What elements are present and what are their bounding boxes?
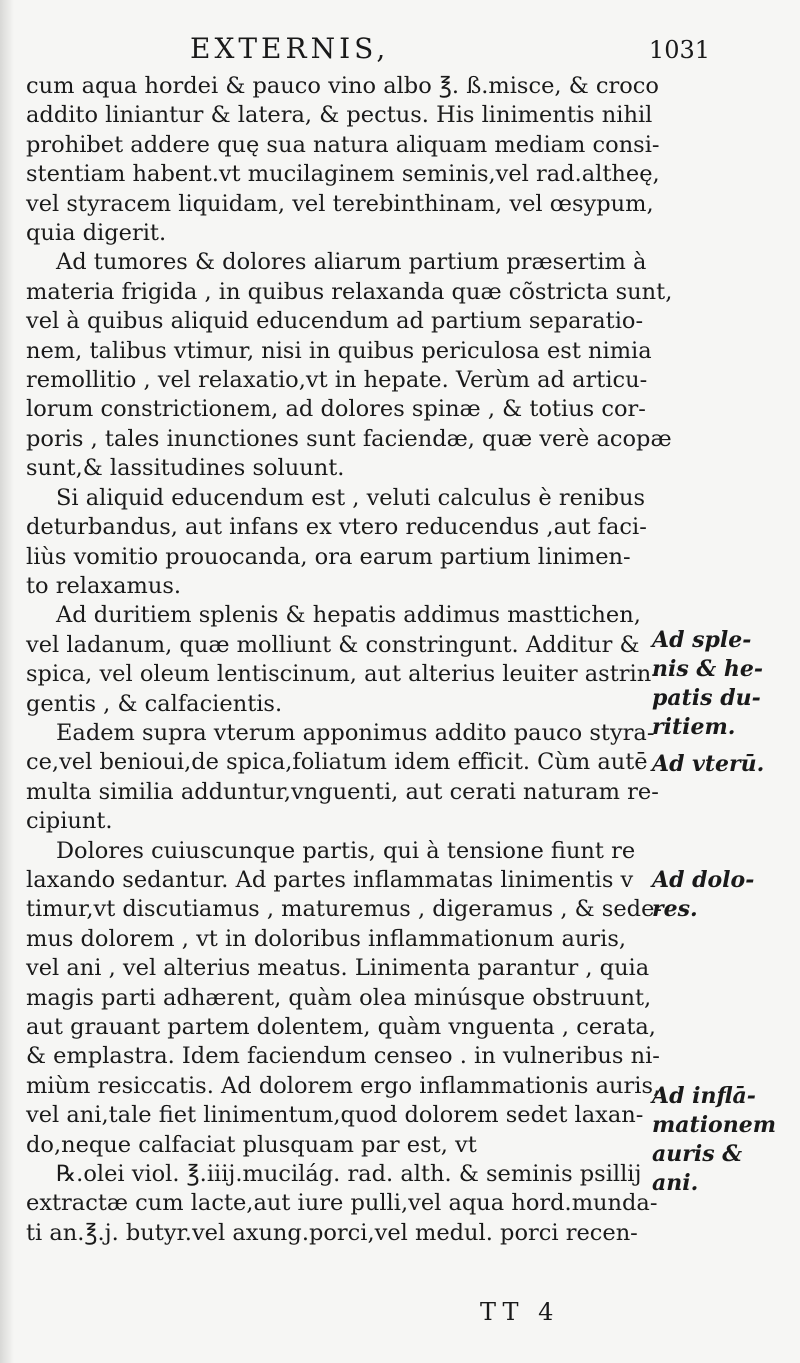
margin-note-line: Ad dolo- (652, 867, 755, 893)
text-line: remollitio , vel relaxatio,vt in hepate. Verùm ad articu- (26, 367, 648, 394)
gutter-shadow (0, 0, 14, 1363)
margin-note-line: mationem (652, 1112, 776, 1138)
page-number: 1031 (648, 36, 710, 64)
text-line: cipiunt. (26, 808, 113, 835)
margin-note-line: auris & (652, 1141, 743, 1167)
text-line: miùm resiccatis. Ad dolorem ergo inflammationis auris, (26, 1072, 661, 1099)
paragraph (26, 72, 660, 248)
main-text (26, 72, 673, 1248)
paragraph (26, 719, 659, 837)
paragraph (26, 601, 659, 719)
text-line: vel ani , vel alterius meatus. Linimenta parantur , quia (26, 955, 650, 982)
text-line: mus dolorem , vt in doloribus inflammationum auris, (26, 925, 627, 952)
text-line: Ad tumores & dolores aliarum partium præsertim à (56, 249, 647, 276)
margin-note-line: Ad vterū. (652, 751, 765, 777)
margin-note-line: res. (652, 896, 698, 922)
text-line: Ad duritiem splenis & hepatis addimus masttichen, (56, 602, 641, 629)
margin-note-line: patis du- (652, 685, 761, 711)
text-line: to relaxamus. (26, 572, 182, 599)
text-line: poris , tales inunctiones sunt faciendæ, quæ verè acopæ (26, 425, 672, 452)
text-line: vel à quibus aliquid educendum ad partium separatio- (26, 308, 644, 335)
text-line: timur,vt discutiamus , maturemus , digeramus , & sede- (26, 896, 662, 923)
paragraph (26, 1160, 658, 1248)
margin-note-line: Ad inflā- (652, 1083, 756, 1109)
text-line: Eadem supra vterum apponimus addito pauco styra- (56, 719, 655, 746)
text-line: Si aliquid educendum est , veluti calculus è renibus (56, 484, 646, 511)
text-line: vel ladanum, quæ molliunt & constringunt. Additur & (26, 631, 640, 658)
text-line: deturbandus, aut infans ex vtero reducendus ,aut faci- (26, 514, 647, 541)
text-line: laxando sedantur. Ad partes inflammatas linimentis v (26, 866, 634, 893)
text-line: liùs vomitio prouocanda, ora earum partium linimen- (26, 543, 631, 570)
text-line: nem, talibus vtimur, nisi in quibus periculosa est nimia (26, 337, 652, 364)
margin-note-pain (652, 866, 792, 924)
running-head: EXTERNIS, (190, 32, 390, 65)
text-line: ce,vel benioui,de spica,foliatum idem efficit. Cùm autē (26, 749, 648, 776)
text-line: lorum constrictionem, ad dolores spinæ , & totius cor- (26, 396, 646, 423)
text-line: addito liniantur & latera, & pectus. His linimentis nihil (26, 102, 653, 129)
text-line: quia digerit. (26, 220, 167, 247)
page-header (40, 30, 760, 70)
margin-note-line: Ad sple- (652, 627, 752, 653)
text-line: multa similia adduntur,vnguenti, aut cerati naturam re- (26, 778, 659, 805)
text-line: gentis , & calfacientis. (26, 690, 283, 717)
text-line: vel ani,tale fiet linimentum,quod dolorem sedet laxan- (26, 1102, 644, 1129)
paragraph (26, 248, 673, 483)
margin-note-line: nis & he- (652, 656, 764, 682)
margin-note-inflammation (652, 1082, 792, 1198)
text-line: spica, vel oleum lentiscinum, aut alterius leuiter astrin- (26, 661, 659, 688)
text-line: stentiam habent.vt mucilaginem seminis,vel rad.altheę, (26, 161, 660, 188)
margin-note-line: ani. (652, 1170, 699, 1196)
margin-note-line: ritiem. (652, 714, 736, 740)
text-line: Dolores cuiuscunque partis, qui à tensione fiunt re (56, 837, 636, 864)
text-line: do,neque calfaciat plusquam par est, vt (26, 1131, 477, 1158)
text-line: & emplastra. Idem faciendum censeo . in vulneribus ni- (26, 1043, 660, 1070)
text-line: extractæ cum lacte,aut iure pulli,vel aqua hord.munda- (26, 1190, 658, 1217)
margin-note-uterus (652, 750, 792, 779)
text-line: sunt,& lassitudines soluunt. (26, 455, 345, 482)
paragraph (26, 484, 646, 602)
text-line: aut grauant partem dolentem, quàm vnguenta , cerata, (26, 1014, 656, 1040)
text-line: vel styracem liquidam, vel terebinthinam, vel œsypum, (26, 190, 654, 217)
paragraph (26, 837, 662, 1160)
text-line: magis parti adhærent, quàm olea minúsque obstruunt, (26, 984, 652, 1011)
margin-note-spleen (652, 626, 792, 742)
signature-mark: TT 4 (480, 1298, 560, 1326)
text-line: ℞.olei viol. ℥.iiij.mucilág. rad. alth. & seminis psillij (56, 1161, 642, 1188)
text-line: ti an.℥.j. butyr.vel axung.porci,vel medul. porci recen- (26, 1219, 638, 1246)
text-line: cum aqua hordei & pauco vino albo ℥. ß.misce, & croco (26, 73, 659, 99)
text-line: materia frigida , in quibus relaxanda quæ cõstricta sunt, (26, 278, 673, 305)
text-line: prohibet addere quę sua natura aliquam mediam consi- (26, 131, 660, 158)
